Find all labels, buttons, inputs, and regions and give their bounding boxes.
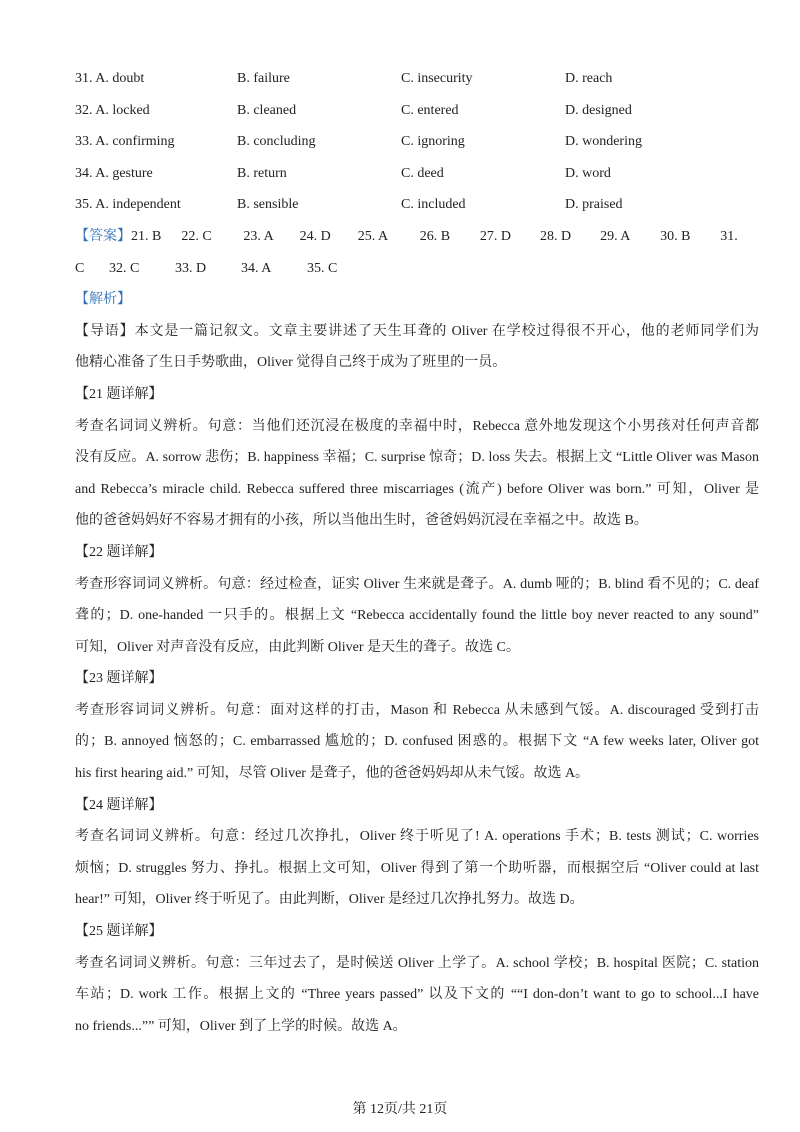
option-b: B. concluding	[237, 134, 316, 150]
paragraph-line: 考查形容词词义辨析。句意：经过检查，证实 Oliver 生来就是聋子。A. dumb 哑的；B. blind 看不见的；C. deaf	[75, 576, 759, 592]
option-no: 33. A. confirming	[75, 134, 175, 150]
option-row	[75, 158, 759, 190]
answer-item: 25. A	[357, 228, 389, 244]
option-d: D. wondering	[565, 134, 642, 150]
paragraph-line: 他精心准备了生日手势歌曲，Oliver 觉得自己终于成为了班里的一员。	[75, 355, 507, 371]
option-no: 31. A. doubt	[75, 71, 145, 86]
option-d: D. word	[565, 165, 611, 181]
analysis-body	[75, 316, 759, 1043]
options-list	[75, 63, 759, 221]
page-footer: 第 12页/共 21页	[352, 1102, 448, 1117]
answer-item: 23. A	[243, 228, 274, 244]
option-d: D. praised	[565, 197, 623, 213]
paragraph-line: 考查形容词词义辨析。句意：面对这样的打击，Mason 和 Rebecca 从未感到气馁。A. discouraged 受到打击	[75, 702, 759, 718]
answer-item: 31.	[720, 228, 738, 244]
option-row	[75, 95, 759, 127]
answer-item: 26. B	[419, 228, 451, 244]
paragraph-line: 没有反应。A. sorrow 悲伤；B. happiness 幸福；C. surprise 惊奇；D. loss 失去。根据上文 “Little Oliver was Mason	[75, 450, 759, 466]
option-row	[75, 126, 759, 158]
paragraph-line: and Rebecca’s miracle child. Rebecca suffered three miscarriages (流产) before Oliver was born.” 可知，Oliver 是	[75, 481, 759, 497]
option-b: B. sensible	[237, 197, 299, 213]
question-heading: 【24 题详解】	[75, 797, 163, 813]
answer-item: 32. C	[109, 260, 140, 276]
option-c: C. entered	[401, 102, 459, 118]
question-heading: 【23 题详解】	[75, 671, 163, 687]
paragraph-line: 车站；D. work 工作。根据上文的 “Three years passed” 以及下文的 ““I don-don’t want to go to school...I have	[75, 987, 759, 1003]
answer-item: C	[75, 260, 85, 276]
paragraph-line: 考查名词词义辨析。句意：当他们还沉浸在极度的幸福中时，Rebecca 意外地发现这个小男孩对任何声音都	[75, 418, 759, 434]
answer-item: 22. C	[181, 228, 212, 244]
question-heading: 【21 题详解】	[75, 386, 163, 402]
paragraph-line: hear!” 可知，Oliver 终于听见了。由此判断，Oliver 是经过几次挣扎努力。故选 D。	[75, 892, 584, 908]
paragraph-line: 的；B. annoyed 恼怒的；C. embarrassed 尴尬的；D. confused 困惑的。根据下文 “A few weeks later, Oliver got	[75, 734, 759, 750]
option-d: D. designed	[565, 102, 632, 118]
answer-item: 28. D	[539, 228, 572, 244]
option-c: C. insecurity	[401, 71, 473, 86]
answer-item: 35. C	[307, 260, 338, 276]
paragraph-line: 他的爸爸妈妈好不容易才拥有的小孩，所以当他出生时，爸爸妈妈沉浸在幸福之中。故选 B。	[75, 513, 648, 529]
answer-line-1	[75, 221, 759, 253]
question-heading: 【25 题详解】	[75, 924, 163, 940]
answer-item: 29. A	[600, 228, 631, 244]
paragraph-line: no friends...”” 可知，Oliver 到了上学的时候。故选 A。	[75, 1018, 407, 1034]
option-c: C. ignoring	[401, 134, 465, 150]
paragraph-line: 聋的；D. one-handed 一只手的。根据上文 “Rebecca accidentally found the little boy never reacted to any sound”	[75, 608, 759, 624]
answer-item: 34. A	[241, 260, 272, 276]
answer-item: 33. D	[175, 260, 207, 276]
option-d: D. reach	[565, 71, 613, 86]
paragraph-line: his first hearing aid.” 可知，尽管 Oliver 是聋子，他的爸爸妈妈却从未气馁。故选 A。	[75, 766, 590, 782]
answer-label: 【答案】	[75, 228, 131, 244]
answer-item: 24. D	[299, 228, 331, 244]
answer-line-2	[75, 253, 759, 285]
question-heading: 【22 题详解】	[75, 544, 163, 560]
option-row	[75, 189, 759, 221]
option-b: B. failure	[237, 71, 290, 86]
option-no: 34. A. gesture	[75, 165, 153, 181]
document-page	[75, 63, 759, 1042]
option-b: B. cleaned	[237, 102, 297, 118]
paragraph-line: 【导语】本文是一篇记叙文。文章主要讲述了天生耳聋的 Oliver 在学校过得很不开心，他的老师同学们为	[75, 323, 759, 339]
paragraph-line: 烦恼；D. struggles 努力、挣扎。根据上文可知，Oliver 得到了第一个助听器，而根据空后 “Oliver could at last	[75, 860, 759, 876]
option-row	[75, 63, 759, 95]
option-no: 35. A. independent	[75, 197, 181, 213]
answer-item: 30. B	[660, 228, 691, 244]
paragraph-line: 考查名词词义辨析。句意：经过几次挣扎，Oliver 终于听见了! A. operations 手术；B. tests 测试；C. worries	[75, 829, 759, 845]
paragraph-line: 可知，Oliver 对声音没有反应，由此判断 Oliver 是天生的聋子。故选 C。	[75, 639, 520, 655]
option-c: C. included	[401, 197, 466, 213]
answer-item: 21. B	[131, 228, 162, 244]
analysis-label: 【解析】	[75, 292, 131, 308]
paragraph-line: 考查名词词义辨析。句意：三年过去了，是时候送 Oliver 上学了。A. school 学校；B. hospital 医院；C. station	[75, 955, 759, 971]
answer-item: 27. D	[479, 228, 512, 244]
option-no: 32. A. locked	[75, 102, 150, 118]
option-b: B. return	[237, 165, 287, 181]
option-c: C. deed	[401, 165, 444, 181]
